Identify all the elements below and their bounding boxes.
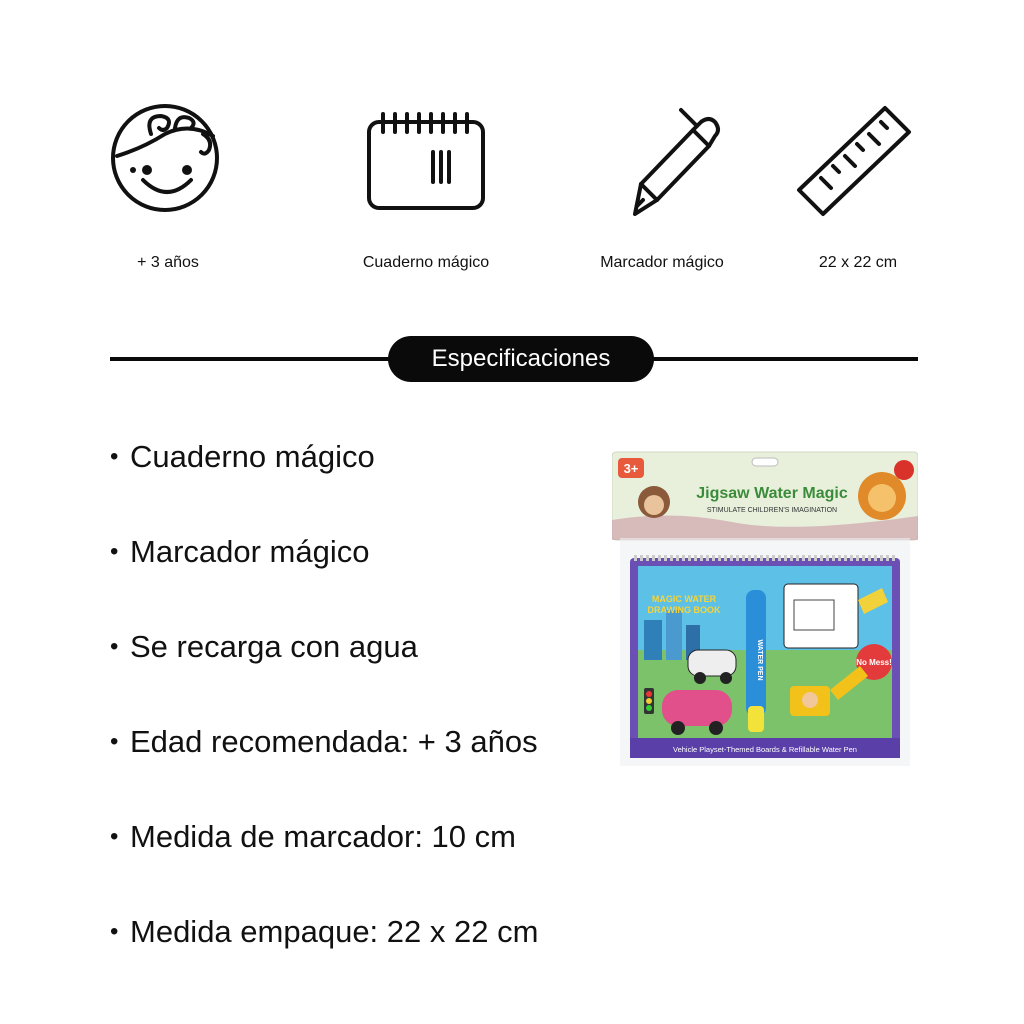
spec-item — [110, 812, 538, 907]
spec-item — [110, 527, 538, 622]
pen-label: WATER PEN — [756, 639, 763, 681]
bullet: • — [110, 443, 119, 470]
spec-text: Marcador mágico — [130, 534, 370, 569]
feature-label: Marcador mágico — [600, 254, 724, 271]
spec-text: Cuaderno mágico — [130, 439, 375, 474]
pink-car-icon — [662, 690, 732, 726]
spec-text: Medida empaque: 22 x 22 cm — [130, 914, 539, 949]
bullet: • — [110, 633, 119, 660]
spec-item — [110, 622, 538, 717]
spec-item — [110, 907, 538, 1002]
spec-text: Medida de marcador: 10 cm — [130, 819, 516, 854]
feature-size — [758, 90, 958, 271]
ruler-icon — [758, 90, 958, 235]
child-face-icon — [68, 90, 268, 235]
feature-notebook — [326, 90, 526, 271]
spec-item — [110, 432, 538, 527]
product-title: Jigsaw Water Magic — [696, 485, 848, 502]
feature-label: 22 x 22 cm — [818, 254, 898, 271]
police-car-icon — [688, 650, 736, 676]
spec-item — [110, 717, 538, 812]
no-mess-label: No Mess! — [856, 658, 892, 667]
pen-icon — [562, 90, 762, 235]
book-title-1: MAGIC WATER — [651, 594, 717, 604]
feature-pen — [562, 90, 762, 271]
feature-label: Cuaderno mágico — [362, 254, 490, 271]
feature-age — [68, 90, 268, 271]
age-badge: 3+ — [623, 461, 639, 476]
feature-label: + 3 años — [137, 254, 199, 271]
section-title: Especificaciones — [388, 336, 654, 382]
notebook-icon — [326, 90, 526, 235]
bullet: • — [110, 823, 119, 850]
bullet: • — [110, 728, 119, 755]
bullet: • — [110, 538, 119, 565]
coloring-page — [784, 584, 858, 648]
product-footer: Vehicle Playset-Themed Boards & Refillable Water Pen — [673, 745, 857, 754]
bullet: • — [110, 918, 119, 945]
spec-list — [110, 432, 538, 1002]
spec-text: Se recarga con agua — [130, 629, 418, 664]
book-title-2: DRAWING BOOK — [647, 605, 721, 615]
product-subtitle: STIMULATE CHILDREN'S IMAGINATION — [706, 507, 838, 514]
product-image — [612, 450, 918, 766]
spec-text: Edad recomendada: + 3 años — [130, 724, 538, 759]
